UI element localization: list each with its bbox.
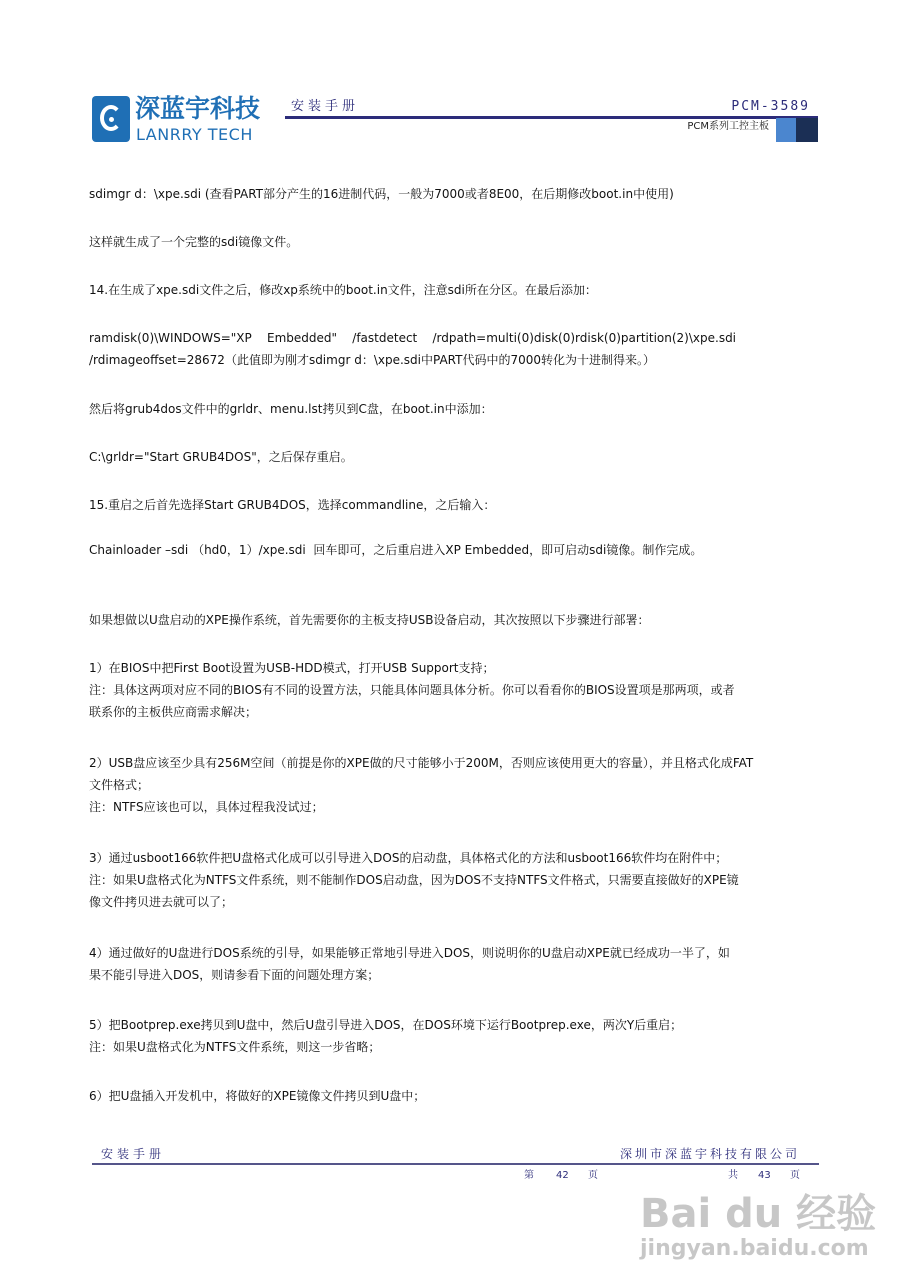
total-pages: 43 xyxy=(758,1170,771,1181)
body-line: 1）在BIOS中把First Boot设置为USB-HDD模式，打开USB Support支持； xyxy=(89,661,495,675)
body-line: 15.重启之后首先选择Start GRUB4DOS，选择commandline，之后输入： xyxy=(89,498,496,512)
body-line: /rdimageoffset=28672（此值即为刚才sdimgr d：\xpe.sdi中PART代码中的7000转化为十进制得来。） xyxy=(89,353,655,367)
body-line: 注：如果U盘格式化为NTFS文件系统，则不能制作DOS启动盘，因为DOS不支持NTFS文件格式，只需要直接做好的XPE镜 xyxy=(89,873,739,887)
header-divider xyxy=(285,116,818,119)
body-line: 4）通过做好的U盘进行DOS系统的引导，如果能够正常地引导进入DOS，则说明你的U盘启动XPE就已经成功一半了，如 xyxy=(89,946,730,960)
body-line: 然后将grub4dos文件中的grldr、menu.lst拷贝到C盘，在boot.in中添加： xyxy=(89,402,493,416)
footer-divider xyxy=(92,1163,819,1165)
body-line: 注：具体这两项对应不同的BIOS有不同的设置方法，只能具体问题具体分析。你可以看看你的BIOS设置项是那两项，或者 xyxy=(89,683,735,697)
total-label-pre: 共 xyxy=(728,1170,738,1181)
body-line: 3）通过usboot166软件把U盘格式化成可以引导进入DOS的启动盘，具体格式化的方法和usboot166软件均在附件中； xyxy=(89,851,728,865)
logo-chinese-name: 深蓝宇科技 xyxy=(135,94,261,123)
total-label-post: 页 xyxy=(790,1170,800,1181)
body-line: 如果想做以U盘启动的XPE操作系统，首先需要你的主板支持USB设备启动，其次按照以下步骤进行部署： xyxy=(89,613,650,627)
body-line: 注：如果U盘格式化为NTFS文件系统，则这一步省略； xyxy=(89,1040,381,1054)
page-label-post: 页 xyxy=(588,1170,598,1181)
body-line: 联系你的主板供应商需求解决； xyxy=(89,705,258,719)
body-line: 文件格式； xyxy=(89,778,150,792)
footer-doc-title: 安装手册 xyxy=(101,1147,166,1161)
header-subtitle: PCM系列工控主板 xyxy=(687,121,769,132)
logo-english-name: LANRRY TECH xyxy=(136,125,253,144)
body-line: 14.在生成了xpe.sdi文件之后，修改xp系统中的boot.in文件，注意sdi所在分区。在最后添加： xyxy=(89,283,597,297)
body-line: 2）USB盘应该至少具有256M空间（前提是你的XPE做的尺寸能够小于200M，否则应该使用更大的容量），并且格式化成FAT xyxy=(89,756,754,770)
header-accent-block-light xyxy=(776,118,796,142)
header-model: PCM-3589 xyxy=(731,99,810,114)
body-line: 果不能引导进入DOS，则请参看下面的问题处理方案； xyxy=(89,968,380,982)
body-line: Chainloader –sdi （hd0，1）/xpe.sdi 回车即可，之后重启进入XP Embedded，即可启动sdi镜像。制作完成。 xyxy=(89,543,703,557)
watermark-brand: Bai du 经验 xyxy=(640,1191,877,1237)
body-line: sdimgr d：\xpe.sdi (查看PART部分产生的16进制代码，一般为7000或者8E00，在后期修改boot.in中使用) xyxy=(89,187,674,201)
page-label-pre: 第 xyxy=(524,1170,534,1181)
header-accent-block-dark xyxy=(796,118,818,142)
baidu-watermark xyxy=(640,1192,876,1262)
page-number: 42 xyxy=(556,1170,569,1181)
body-line: ramdisk(0)\WINDOWS="XP Embedded" /fastdetect /rdpath=multi(0)disk(0)rdisk(0)partition(2)\xpe.sdi xyxy=(89,331,737,345)
body-line: 这样就生成了一个完整的sdi镜像文件。 xyxy=(89,235,299,249)
company-logo-icon xyxy=(92,96,130,142)
footer-company: 深圳市深蓝宇科技有限公司 xyxy=(619,1147,800,1161)
body-line: 像文件拷贝进去就可以了； xyxy=(89,895,234,909)
body-line: 注：NTFS应该也可以，具体过程我没试过； xyxy=(89,800,324,814)
header-doc-title: 安装手册 xyxy=(291,99,360,114)
body-line: 6）把U盘插入开发机中，将做好的XPE镜像文件拷贝到U盘中； xyxy=(89,1089,426,1103)
watermark-url: jingyan.baidu.com xyxy=(640,1236,869,1261)
body-line: 5）把Bootprep.exe拷贝到U盘中，然后U盘引导进入DOS，在DOS环境下运行Bootprep.exe，两次Y后重启； xyxy=(89,1018,683,1032)
body-line: C:\grldr="Start GRUB4DOS"，之后保存重启。 xyxy=(89,450,353,464)
